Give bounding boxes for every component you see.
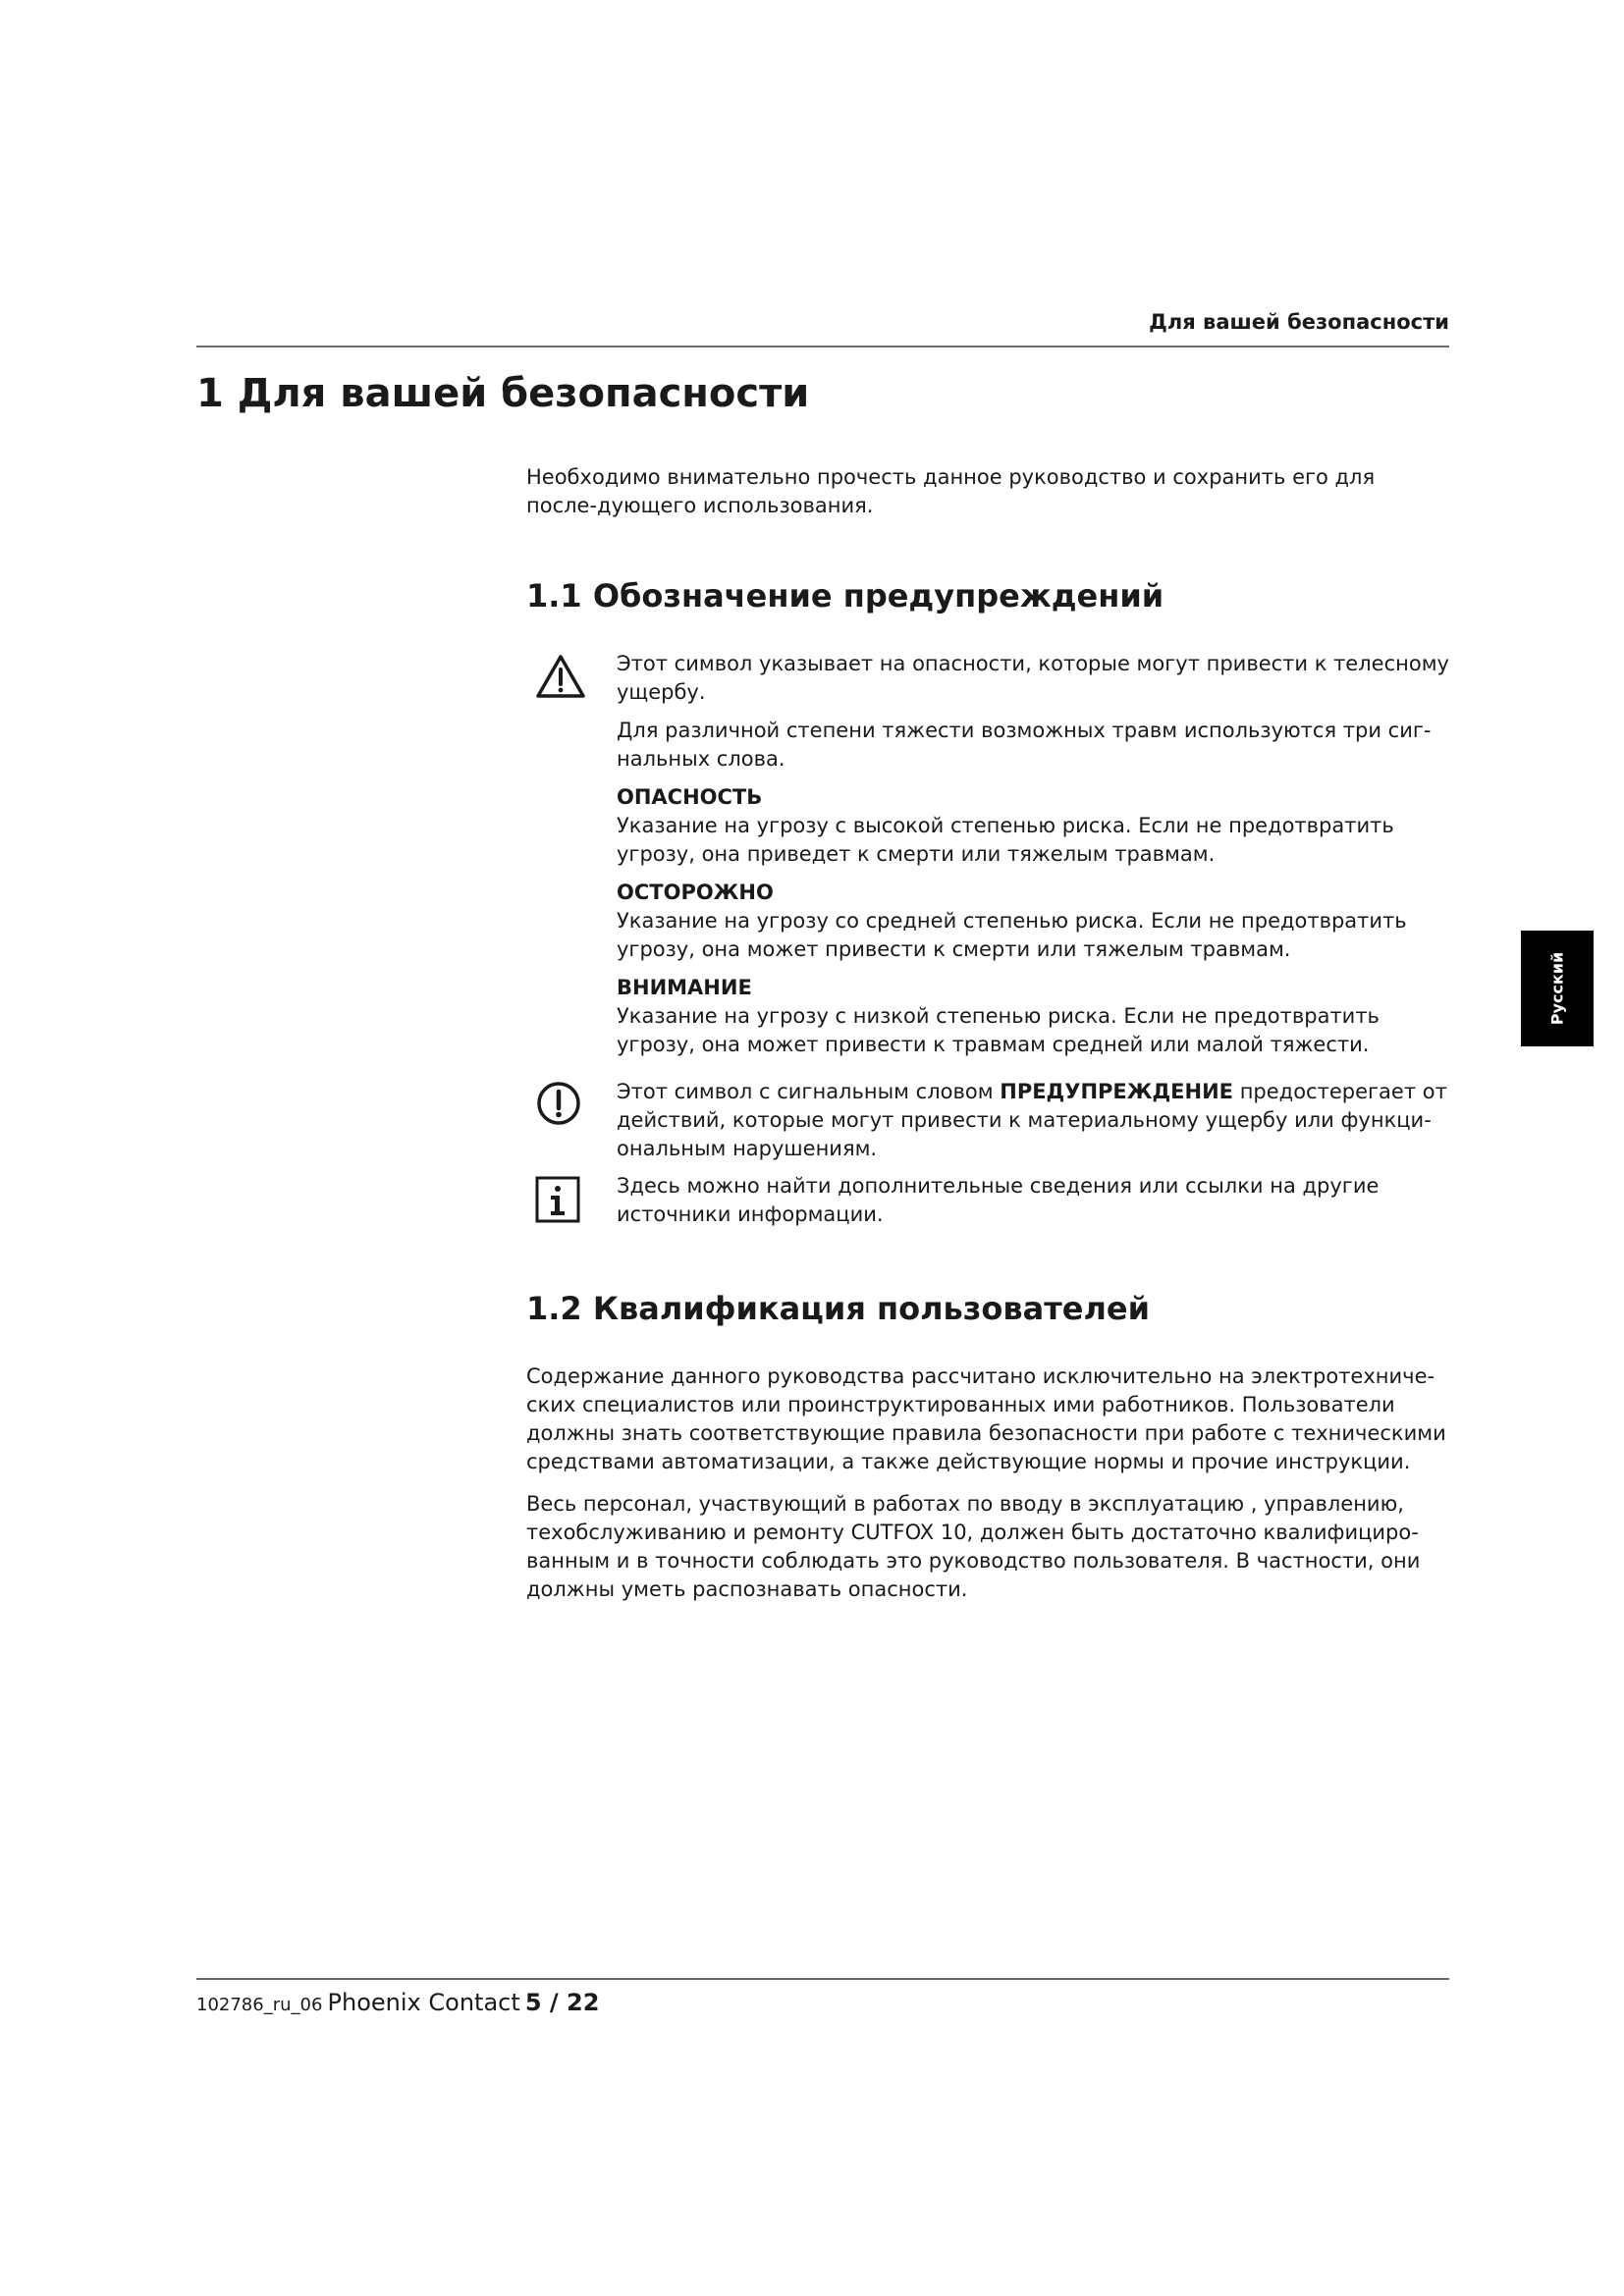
page-number: 5 / 22 <box>524 1989 600 2016</box>
running-header: Для вашей безопасности <box>1149 310 1449 334</box>
warning-block <box>617 650 1449 1059</box>
qualification-paragraph-2: Весь персонал, участвующий в работах по вводу в эксплуатацию , управлению, техобслуживанию и ремонту CUTFOX 10, должен быть достаточно квалифициро-ванным и в точности соблюдать это руководство пользователя. В частности, они должны уметь распознавать опасности. <box>526 1492 1421 1601</box>
notice-signal-word: ПРЕДУПРЕЖДЕНИЕ <box>1000 1080 1234 1103</box>
doc-code: 102786_ru_06 <box>196 1995 323 2015</box>
signal-word-caution: ВНИМАНИЕ <box>617 976 752 999</box>
chapter-intro: Необходимо внимательно прочесть данное руководство и сохранить его для после-дующего использования. <box>526 465 1376 517</box>
chapter-title: 1 Для вашей безопасности <box>196 371 810 416</box>
info-icon <box>535 1176 580 1227</box>
footer-divider <box>196 1978 1449 1980</box>
header-divider <box>196 346 1449 347</box>
info-text: Здесь можно найти дополнительные сведения или ссылки на другие источники информации. <box>617 1174 1380 1226</box>
qualification-paragraph-1: Содержание данного руководства рассчитано исключительно на электротехниче-ских специалистов или проинструктированных ими работников. Пользователи должны знать соответствующие правила безопасности при работе с техническими средствами автоматизации, а также действующие нормы и прочие инструкции. <box>526 1364 1446 1473</box>
notice-text: Этот символ с сигнальным словом ПРЕДУПРЕЖДЕНИЕ предостерегает от действий, которые могут привести к материальному ущербу или функци-ональным нарушениям. <box>617 1080 1447 1160</box>
signal-word-warning: ОСТОРОЖНО <box>617 881 774 904</box>
footer <box>196 1989 599 2016</box>
signal-word-danger: ОПАСНОСТЬ <box>617 785 763 809</box>
section-title-qualification: 1.2 Квалификация пользователей <box>526 1290 1150 1327</box>
signal-text-caution: Указание на угрозу с низкой степенью риска. Если не предотвратить угрозу, она может привести к травмам средней или малой тяжести. <box>617 1004 1380 1056</box>
levels-text: Для различной степени тяжести возможных травм используются три сиг-нальных слова. <box>617 719 1432 771</box>
warning-text: Этот символ указывает на опасности, которые могут привести к телесному ущербу. <box>617 652 1449 704</box>
signal-text-warning: Указание на угрозу со средней степенью риска. Если не предотвратить угрозу, она может привести к смерти или тяжелым травмам. <box>617 909 1407 961</box>
warning-triangle-icon <box>535 654 586 703</box>
language-tab <box>1521 931 1594 1046</box>
signal-text-danger: Указание на угрозу с высокой степенью риска. Если не предотвратить угрозу, она приведет к смерти или тяжелым травмам. <box>617 814 1394 866</box>
section-title-warnings: 1.1 Обозначение предупреждений <box>526 577 1164 614</box>
language-tab-label: Русский <box>1547 951 1567 1026</box>
exclamation-circle-icon <box>535 1080 582 1131</box>
company-name: Phoenix Contact <box>327 1989 520 2016</box>
